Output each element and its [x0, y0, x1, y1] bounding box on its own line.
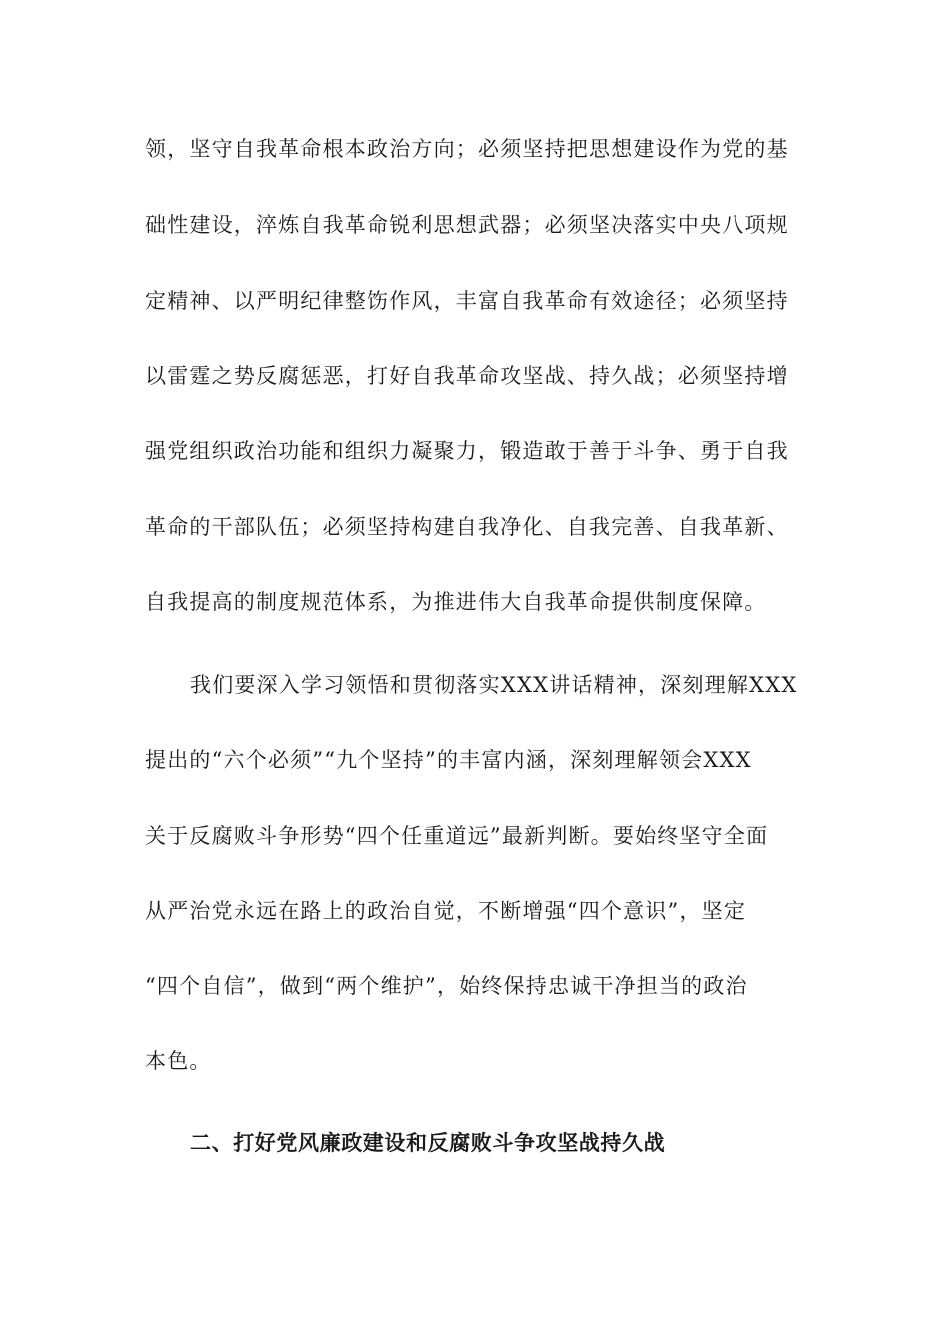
paragraph-line: 从严治党永远在路上的政治自觉，不断增强“四个意识”，坚定: [145, 899, 747, 923]
paragraph-line: 本色。: [145, 1049, 212, 1073]
paragraph-line: 我们要深入学习领悟和贯彻落实XXX讲话精神，深刻理解XXX: [190, 673, 798, 697]
paragraph-line: “四个自信”，做到“两个维护”，始终保持忠诚干净担当的政治: [145, 974, 748, 998]
paragraph-line: 提出的“六个必须”“九个坚持”的丰富内涵，深刻理解领会XXX: [145, 748, 752, 772]
paragraph-line: 革命的干部队伍；必须坚持构建自我净化、自我完善、自我革新、: [145, 515, 789, 539]
paragraph-line: 强党组织政治功能和组织力凝聚力，锻造敢于善于斗争、勇于自我: [145, 439, 789, 463]
section-heading: 二、打好党风廉政建设和反腐败斗争攻坚战持久战: [190, 1130, 666, 1155]
paragraph-line: 自我提高的制度规范体系，为推进伟大自我革命提供制度保障。: [145, 590, 767, 614]
paragraph-line: 领，坚守自我革命根本政治方向；必须坚持把思想建设作为党的基: [145, 137, 789, 161]
paragraph-line: 定精神、以严明纪律整饬作风，丰富自我革命有效途径；必须坚持: [145, 289, 789, 313]
paragraph-line: 以雷霆之势反腐惩恶，打好自我革命攻坚战、持久战；必须坚持增: [145, 364, 789, 388]
paragraph-line: 础性建设，淬炼自我革命锐利思想武器；必须坚决落实中央八项规: [145, 213, 789, 237]
paragraph-line: 关于反腐败斗争形势“四个任重道远”最新判断。要始终坚守全面: [145, 824, 769, 848]
